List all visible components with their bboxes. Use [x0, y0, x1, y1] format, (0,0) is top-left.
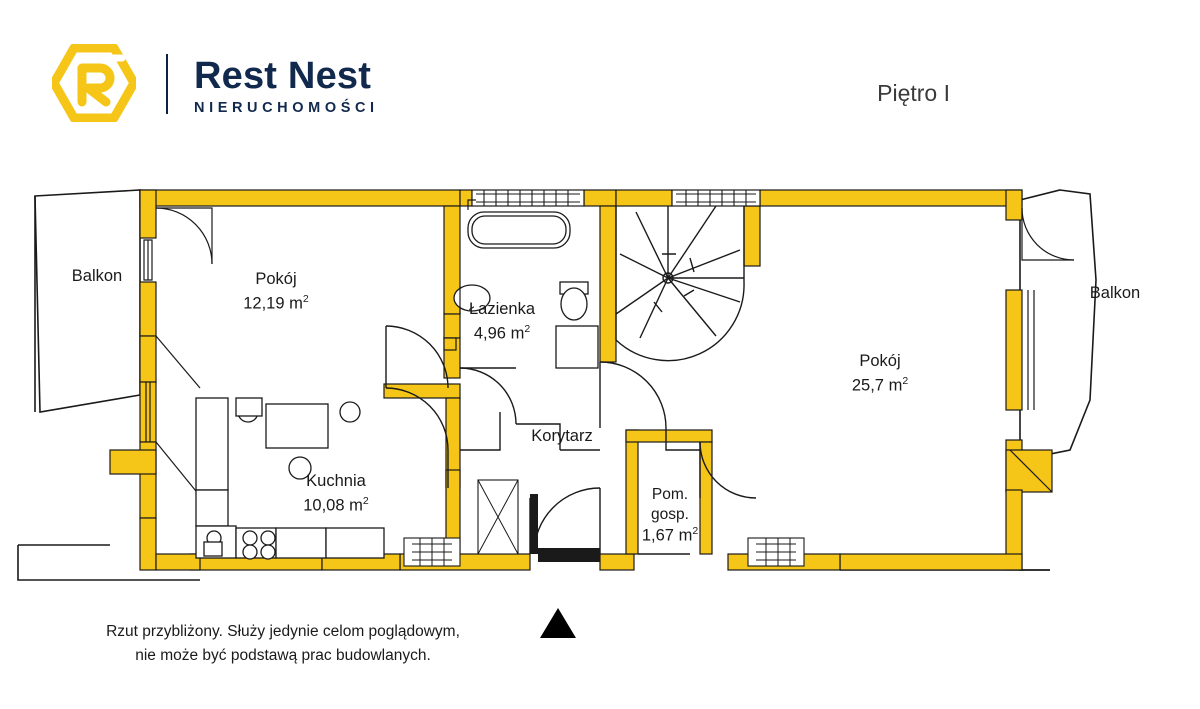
floor-plan [0, 150, 1200, 620]
room-label-lazienka: Łazienka 4,96 $m^2$ [432, 298, 572, 346]
disclaimer-line-2: nie może być podstawą prac budowlanych. [135, 647, 431, 665]
brand-divider [166, 54, 168, 114]
room-area-kuchnia: 10,08 $m^2$ [303, 494, 369, 515]
page-header [0, 0, 1200, 160]
room-area-lazienka: 4,96 $m^2$ [473, 322, 531, 343]
disclaimer-line-1: Rzut przybliżony. Służy jedynie celom poglądowym, [106, 623, 460, 640]
room-area-pokoj-left: 12,19 $m^2$ [243, 292, 309, 313]
brand-subtitle: NIERUCHOMOŚCI [194, 100, 379, 116]
room-label-balkon-left: Balkon [71, 267, 123, 285]
room-label-pokoj-right: Pokój 25,7 $m^2$ [800, 350, 960, 398]
room-label-pokoj-left: Pokój 12,19 $m^2$ [196, 268, 356, 316]
rest-nest-hexagon-r-logo [52, 44, 136, 122]
room-area-pokoj-right: 25,7 $m^2$ [851, 374, 909, 395]
floor-label: Piętro I [877, 80, 950, 106]
room-label-pom-gosp: Pom. gosp. 1,67 $m^2$ [616, 485, 724, 547]
room-label-korytarz: Korytarz [531, 427, 593, 445]
disclaimer-note [48, 620, 518, 668]
room-area-pom-gosp: 1,67 $m^2$ [641, 525, 699, 545]
entrance-triangle-icon [540, 608, 576, 638]
brand-text [194, 54, 379, 116]
room-label-balkon-right: Balkon [1089, 284, 1141, 302]
brand-name: Rest Nest [194, 55, 372, 97]
room-label-kuchnia: Kuchnia 10,08 $m^2$ [256, 470, 416, 518]
